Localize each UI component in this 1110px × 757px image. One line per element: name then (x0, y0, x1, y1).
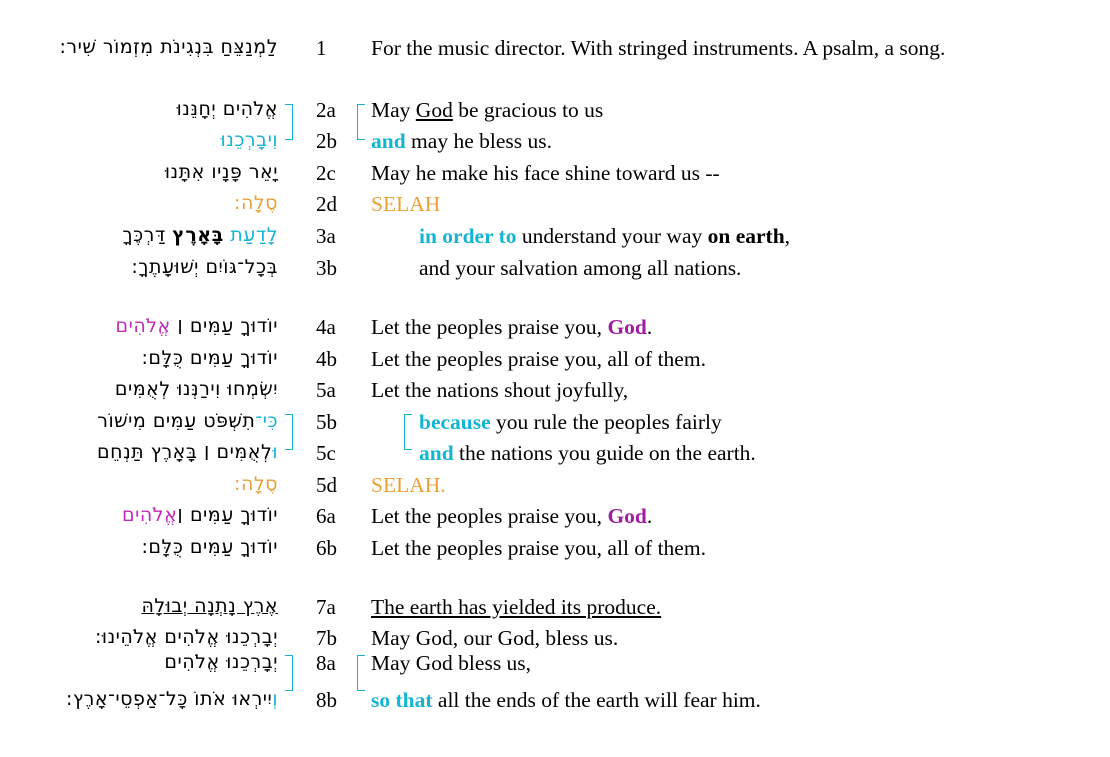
english-text: in order to understand your way on earth, (419, 224, 791, 248)
verse-ref: 7a (316, 595, 336, 619)
verse-ref: 3a (316, 224, 336, 248)
hebrew-text: סֶלָה: (234, 473, 278, 495)
english-text: and your salvation among all nations. (419, 256, 742, 280)
hebrew-text: יוֹדוּךָ עַמִּים ׀אֱלֹהִים (122, 504, 278, 526)
verse-ref: 4a (316, 315, 336, 339)
english-text: SELAH (371, 192, 441, 216)
verse-ref: 2b (316, 129, 337, 153)
verse-ref: 4b (316, 347, 337, 371)
english-text: Let the peoples praise you, God. (371, 315, 653, 339)
verse-ref: 7b (316, 626, 337, 650)
hebrew-text: יוֹדוּךָ עַמִּים כֻּלָּם: (141, 536, 278, 558)
hebrew-text: יוֹדוּךָ עַמִּים ׀ אֱלֹהִים (115, 315, 278, 337)
verse-ref: 8b (316, 688, 337, 712)
english-connector: and (419, 441, 454, 465)
verse-ref: 3b (316, 256, 337, 280)
english-text: May God, our God, bless us. (371, 626, 619, 650)
verse-ref: 5b (316, 410, 337, 434)
hebrew-text: יָאֵר פָּנָיו אִתָּנוּ (164, 161, 278, 183)
english-text: Let the peoples praise you, all of them. (371, 347, 706, 371)
hebrew-text: לָדַעַת בָּאָרֶץ דַּרְכֶּךָ (122, 224, 278, 246)
verse-ref: 6b (316, 536, 337, 560)
verse-ref: 8a (316, 651, 336, 675)
verse-ref: 2a (316, 98, 336, 122)
english-text: The earth has yielded its produce. (371, 595, 662, 619)
hebrew-text: כִּי־תִשְׁפֹּט עַמִּים מִישׁוֹר (97, 410, 278, 432)
hebrew-text: יוֹדוּךָ עַמִּים כֻּלָּם: (141, 347, 278, 369)
verse-ref: 1 (316, 36, 327, 60)
english-text: SELAH. (371, 473, 446, 497)
divine-name: God (607, 315, 647, 339)
english-connector: because (419, 410, 491, 434)
divine-name: God (607, 504, 647, 528)
english-text: Let the nations shout joyfully, (371, 378, 629, 402)
english-connector: in order to (419, 224, 517, 248)
english-text: For the music director. With stringed instruments. A psalm, a song. (371, 36, 946, 60)
connector-bracket (357, 655, 365, 691)
verse-ref: 5a (316, 378, 336, 402)
connector-bracket (285, 414, 293, 450)
connector-bracket (285, 655, 293, 691)
hebrew-text: לַמְנַצֵּחַ בִּנְגִינֹת מִזְמוֹר שִׁיר: (59, 36, 278, 58)
verse-ref: 5c (316, 441, 336, 465)
english-text: Let the peoples praise you, God. (371, 504, 653, 528)
verse-ref: 6a (316, 504, 336, 528)
english-segment: God (415, 98, 453, 122)
connector-bracket (404, 414, 412, 450)
english-connector: and (371, 129, 406, 153)
english-text: May God be gracious to us (371, 98, 604, 122)
verse-ref: 2c (316, 161, 336, 185)
hebrew-text: וִיבָרְכֵנוּ (220, 129, 278, 151)
english-text: because you rule the peoples fairly (419, 410, 722, 434)
hebrew-text: אֱלֹהִים יְחָנֵּנוּ (176, 98, 278, 120)
english-text: and the nations you guide on the earth. (419, 441, 756, 465)
hebrew-text: וְיִירְאוּ אֹתוֹ כָּל־אַפְסֵי־אָרֶץ: (65, 688, 278, 710)
english-emphasis: on earth (707, 224, 785, 248)
english-text: May he make his face shine toward us -- (371, 161, 720, 185)
connector-bracket (357, 104, 365, 140)
english-connector: so that (371, 688, 433, 712)
hebrew-text: אֶרֶץ נָתְנָה יְבוּלָהּ (141, 595, 278, 617)
hebrew-text: יְבָרְכֵנוּ אֱלֹהִים אֱלֹהֵינוּ: (95, 626, 278, 648)
hebrew-text: בְּכָל־גּוֹיִם יְשׁוּעָתֶךָ: (131, 256, 278, 278)
hebrew-text: יִשְׂמְחוּ וִירַנְּנוּ לְאֻמִּים (114, 378, 278, 400)
hebrew-text: וּלְאֻמִּים ׀ בָּאָרֶץ תַּנְחֵם (97, 441, 278, 463)
english-text: Let the peoples praise you, all of them. (371, 536, 706, 560)
hebrew-text: יְבָרְכֵנוּ אֱלֹהִים (164, 651, 278, 673)
english-text: May God bless us, (371, 651, 532, 675)
verse-ref: 2d (316, 192, 337, 216)
english-text: and may he bless us. (371, 129, 552, 153)
english-text: so that all the ends of the earth will fear him. (371, 688, 761, 712)
hebrew-text: סֶלָה: (234, 192, 278, 214)
connector-bracket (285, 104, 293, 140)
verse-ref: 5d (316, 473, 337, 497)
